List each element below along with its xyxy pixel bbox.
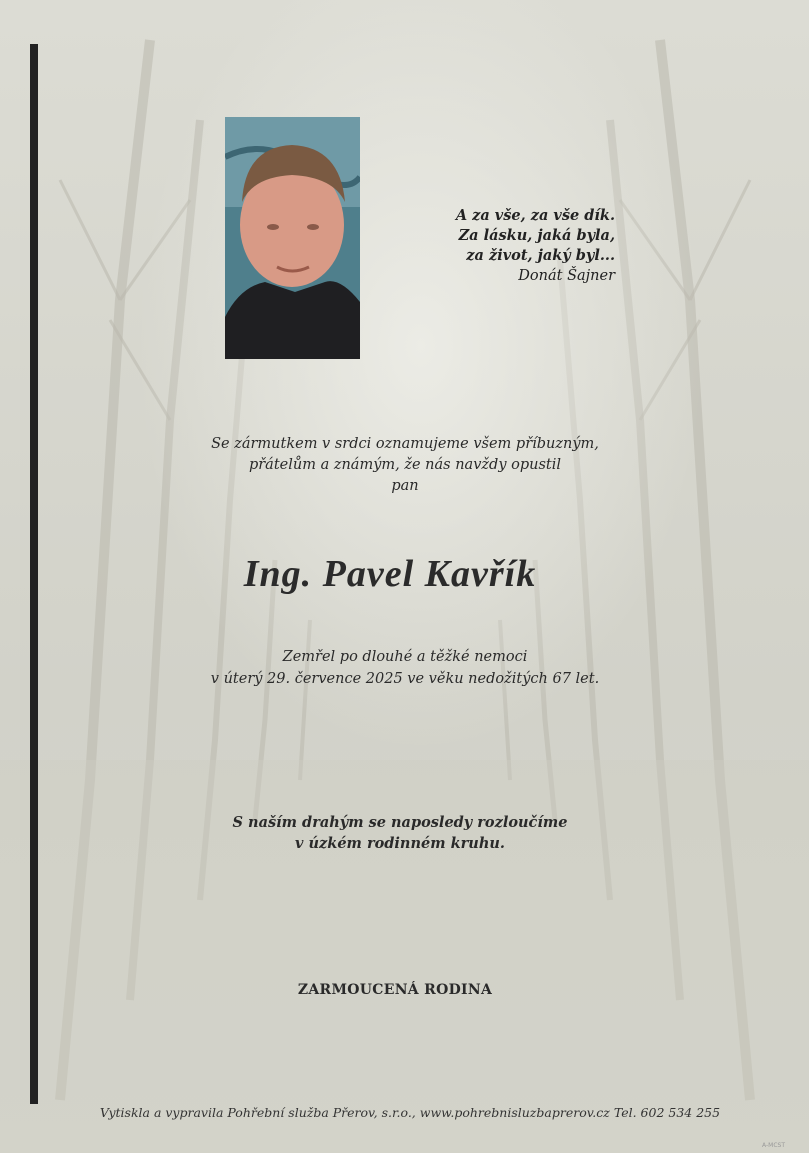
quote-author: Donát Šajner [518,268,615,284]
deceased-name: Ing. Pavel Kavřík [243,553,537,595]
family-signature: ZARMOUCENÁ RODINA [297,982,493,998]
intro-line: Se zármutkem v srdci oznamujeme všem příbuzným, [211,436,599,452]
farewell-line: v úzkém rodinném kruhu. [295,835,505,852]
memorial-quote [400,206,615,286]
portrait-photo [225,117,360,359]
intro-line: pan [391,478,419,494]
death-line: Zemřel po dlouhé a těžké nemoci [282,649,528,665]
death-line: v úterý 29. července 2025 ve věku nedožitých 67 let. [210,671,600,687]
intro-line: přátelům a známým, že nás navždy opustil [248,457,562,473]
corner-mark: A-MCST [762,1142,785,1149]
quote-line: A za vše, za vše dík. [455,207,615,224]
announcement-intro [150,434,660,497]
farewell-notice [170,812,630,854]
printer-footer: Vytiskla a vypravila Pohřební služba Přerov, s.r.o., www.pohrebnisluzbaprerov.cz Tel. 602 534 255 [99,1105,721,1120]
left-black-bar [30,44,38,1104]
quote-line: za život, jaký byl... [466,247,615,264]
quote-line: Za lásku, jaká byla, [458,227,615,244]
death-notice [130,646,680,690]
farewell-line: S naším drahým se naposledy rozloučíme [232,814,568,831]
